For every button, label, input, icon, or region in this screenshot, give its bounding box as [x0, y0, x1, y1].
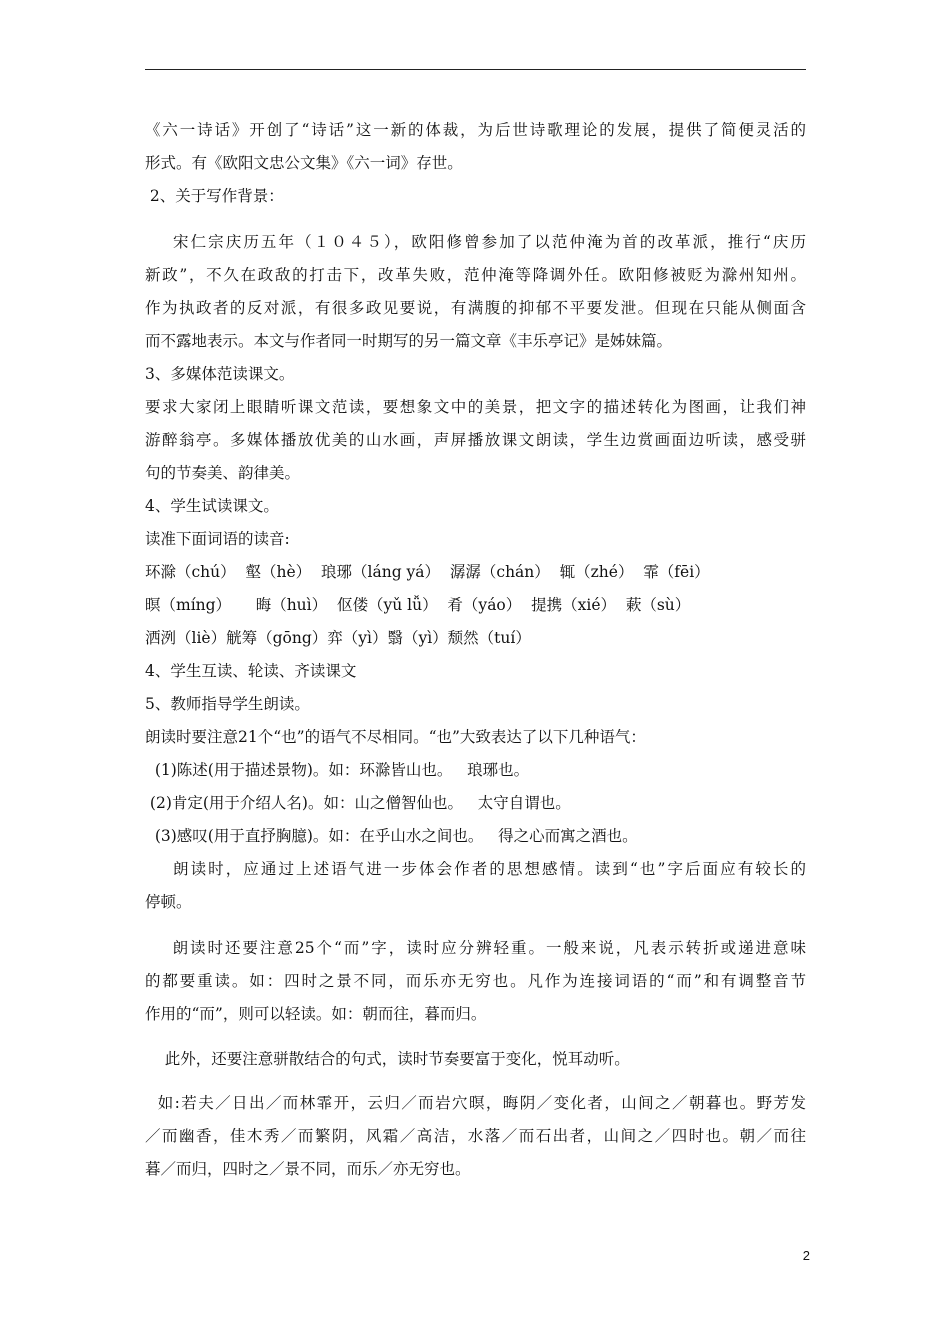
text-line: 朗读时还要注意25个“而”字，读时应分辨轻重。一般来说，凡表示转折或递进意味 — [145, 939, 806, 957]
text-line: 4、学生互读、轮读、齐读课文 — [145, 662, 357, 680]
text-line: ／而幽香，佳木秀／而繁阴，风霜／高洁，水落／而石出者，山间之／四时也。朝／而往 — [145, 1127, 806, 1145]
text-line: 读准下面词语的读音: — [145, 530, 290, 548]
text-line: 形式。有《欧阳文忠公文集》《六一词》存世。 — [145, 154, 463, 172]
text-line: 新政”，不久在政敌的打击下，改革失败，范仲淹等降调外任。欧阳修被贬为滁州知州。 — [145, 266, 806, 284]
text-line: 朗读时要注意21个“也”的语气不尽相同。“也”大致表达了以下几种语气： — [145, 728, 646, 746]
text-line: 朗读时，应通过上述语气进一步体会作者的思想感情。读到“也”字后面应有较长的 — [145, 860, 806, 878]
text-line: 洒洌（liè）觥筹（gōng）弈（yì）翳（yì）颓然（tuí） — [145, 629, 531, 647]
text-line: 句的节奏美、韵律美。 — [145, 464, 301, 482]
page-number: 2 — [802, 1248, 810, 1263]
text-line: (2)肯定(用于介绍人名)。如：山之僧智仙也。 太守自谓也。 — [145, 794, 571, 812]
text-line: 2、关于写作背景： — [145, 187, 284, 205]
text-line: 暮／而归，四时之／景不同，而乐／亦无穷也。 — [145, 1160, 471, 1178]
text-line: 3、多媒体范读课文。 — [145, 365, 295, 383]
text-line: (3)感叹(用于直抒胸臆)。如：在乎山水之间也。 得之心而寓之酒也。 — [145, 827, 638, 845]
header-rule — [145, 69, 806, 70]
text-line: 停顿。 — [145, 893, 192, 911]
text-line: 4、学生试读课文。 — [145, 497, 279, 515]
text-line: 作用的“而”，则可以轻读。如：朝而往，暮而归。 — [145, 1005, 487, 1023]
text-line: 此外，还要注意骈散结合的句式，读时节奏要富于变化，悦耳动听。 — [145, 1050, 630, 1068]
text-line: 5、教师指导学生朗读。 — [145, 695, 310, 713]
text-line: 如:若夫／日出／而林霏开，云归／而岩穴暝，晦阴／变化者，山间之／朝暮也。野芳发 — [145, 1094, 806, 1112]
text-line: 而不露地表示。本文与作者同一时期写的另一篇文章《丰乐亭记》是姊妹篇。 — [145, 332, 673, 350]
text-line: 的都要重读。如：四时之景不同，而乐亦无穷也。凡作为连接词语的“而”和有调整音节 — [145, 972, 806, 990]
text-line: 暝（míng） 晦（huì） 伛偻（yǔ lǚ） 肴（yáo） 提携（xié） 蔌（sù） — [145, 596, 691, 614]
text-line: 环滁（chú） 壑（hè） 琅琊（láng yá） 潺潺（chán） 辄（zhé） 霏（fēi） — [145, 563, 710, 581]
text-line: 《六一诗话》开创了“诗话”这一新的体裁，为后世诗歌理论的发展，提供了简便灵活的 — [145, 121, 806, 139]
text-line: (1)陈述(用于描述景物)。如：环滁皆山也。 琅琊也。 — [145, 761, 530, 779]
text-line: 作为执政者的反对派，有很多政见要说，有满腹的抑郁不平要发泄。但现在只能从侧面含 — [145, 299, 806, 317]
text-line: 游醉翁亭。多媒体播放优美的山水画，声屏播放课文朗读，学生边赏画面边听读，感受骈 — [145, 431, 806, 449]
text-line: 宋仁宗庆历五年（１０４５），欧阳修曾参加了以范仲淹为首的改革派，推行“庆历 — [145, 233, 806, 251]
text-line: 要求大家闭上眼睛听课文范读，要想象文中的美景，把文字的描述转化为图画，让我们神 — [145, 398, 806, 416]
